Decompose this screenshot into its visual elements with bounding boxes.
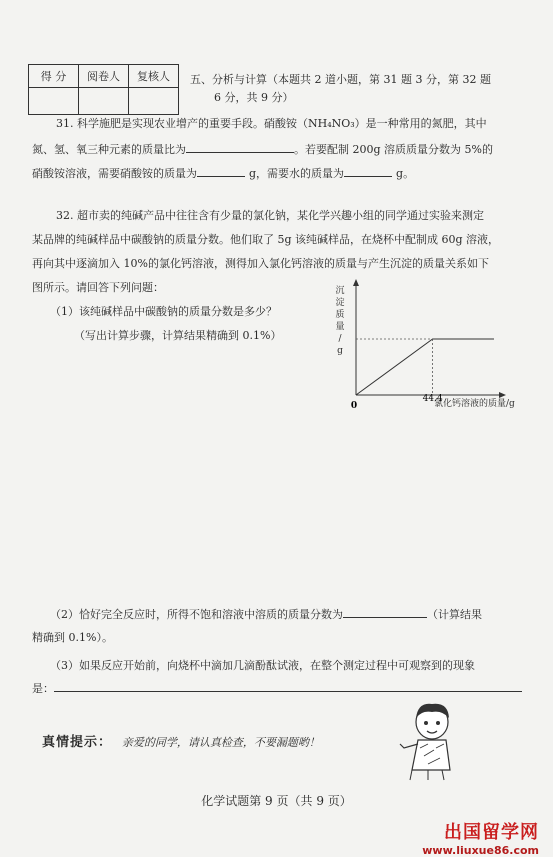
x-tick-label: 44.4 — [422, 394, 443, 404]
watermark-url: www.liuxue86.com — [422, 844, 539, 857]
q31-text: 硝酸铵溶液，需要硝酸铵的质量为 — [32, 167, 197, 180]
cartoon-boy-icon — [398, 700, 468, 782]
q32-sub2 — [50, 603, 482, 626]
watermark-title: 出国留学网 — [444, 822, 539, 843]
tip-title: 真情提示： — [42, 735, 113, 750]
q32-line1: 32. 超市卖的纯碱产品中往往含有少量的氯化钠，某化学兴趣小组的同学通过实验来测定 — [56, 209, 484, 222]
q31-blank-solute[interactable] — [197, 164, 245, 177]
reviewer-cell — [129, 88, 179, 115]
page-footer: 化学试题第 9 页（共 9 页） — [201, 794, 352, 808]
q31-text: g，需要水的质量为 — [249, 167, 345, 180]
q31-blank-ratio[interactable] — [186, 140, 294, 153]
q31-line1: 31. 科学施肥是实现农业增产的重要手段。硝酸铵（NH₄NO₃）是一种常用的氮肥，其中 — [56, 117, 487, 130]
score-table — [28, 64, 179, 115]
tip — [42, 731, 320, 750]
tip-text: 亲爱的同学，请认真检查，不要漏题哟！ — [121, 736, 320, 749]
q31-text: g。 — [396, 167, 415, 180]
watermark — [422, 818, 539, 857]
q32-sub2-cont: 精确到 0.1%）。 — [32, 631, 113, 644]
q31-line3 — [32, 162, 414, 185]
origin-label: 0 — [350, 401, 358, 411]
q32-line4: 图所示。请回答下列问题： — [32, 281, 164, 294]
section-heading-line1: 五、分析与计算（本题共 2 道小题，第 31 题 3 分，第 32 题 — [190, 73, 491, 86]
q32-line2: 某品牌的纯碱样品中碳酸钠的质量分数。他们取了 5g 该纯碱样品，在烧杯中配制成 60g 溶液， — [32, 233, 500, 246]
y-axis-label — [335, 285, 344, 356]
q32-blank-phenomenon[interactable] — [54, 679, 522, 692]
q31-blank-water[interactable] — [344, 164, 392, 177]
q32-line3: 再向其中逐滴加入 10%的氯化钙溶液，测得加入氯化钙溶液的质量与产生沉淀的质量关系如下 — [32, 257, 489, 270]
x-axis-label: 氯化钙溶液的质量/g — [434, 399, 515, 409]
q31-text: 氮、氢、氧三种元素的质量比为 — [32, 143, 186, 156]
y-axis-label-text: 沉淀质量/ g — [335, 286, 345, 356]
q32-sub3: （3）如果反应开始前，向烧杯中滴加几滴酚酞试液，在整个测定过程中可观察到的现象 — [50, 659, 475, 672]
q32-sub1-note: （写出计算步骤，计算结果精确到 0.1%） — [74, 329, 282, 342]
section-heading-line2: 6 分，共 9 分） — [214, 91, 294, 104]
q32-sub1: （1）该纯碱样品中碳酸钠的质量分数是多少？ — [50, 305, 277, 318]
q32-text: 是： — [32, 682, 54, 695]
score-cell — [29, 88, 79, 115]
y-axis-arrow — [353, 279, 359, 286]
q32-text: （2）恰好完全反应时，所得不饱和溶液中溶质的质量分数为 — [50, 608, 343, 621]
q31-line2 — [32, 138, 493, 161]
q32-blank-fraction[interactable] — [343, 605, 427, 618]
grader-cell — [79, 88, 129, 115]
section-heading — [190, 71, 535, 107]
q32-text: （计算结果 — [427, 608, 482, 621]
q31-text: 。若要配制 200g 溶质质量分数为 5%的 — [294, 143, 493, 156]
q32-sub3-answer — [32, 677, 532, 700]
score-header: 得 分 — [29, 65, 79, 88]
reviewer-header: 复核人 — [129, 65, 179, 88]
series-line — [356, 339, 494, 395]
grader-header: 阅卷人 — [79, 65, 129, 88]
